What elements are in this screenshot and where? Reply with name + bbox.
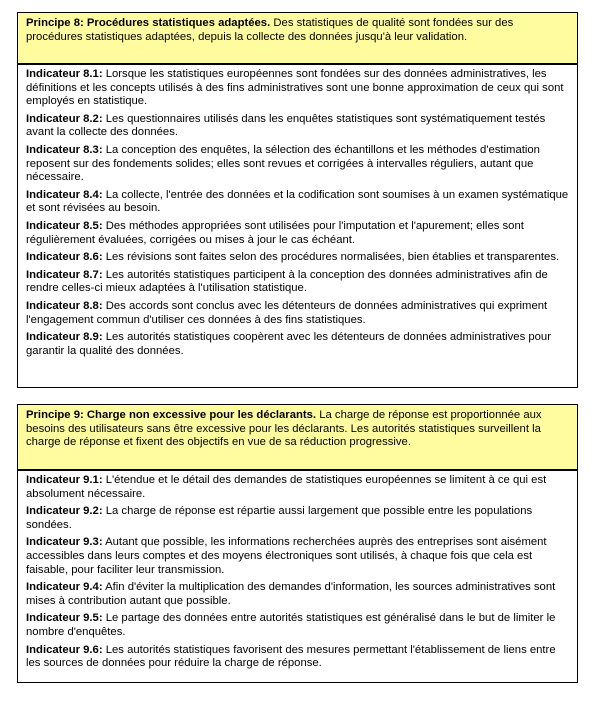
indicator-8-2 [26,113,569,140]
indicator-text: Afin d'éviter la multiplication des demandes d'information, les sources administratives sont mises à contribution autant que possible. [26,581,556,607]
indicator-9-4 [26,581,569,608]
indicator-text: Les autorités statistiques coopèrent avec les détenteurs de données administratives pour garantir la qualité des données. [26,331,551,357]
indicator-label: Indicateur 8.3: [26,143,103,156]
indicator-label: Indicateur 8.4: [26,188,103,201]
indicator-8-3 [26,144,569,185]
indicator-text: L'étendue et le détail des demandes de statistiques européennes se limitent à ce qui est absolument nécessaire. [26,474,547,500]
indicator-label: Indicateur 8.5: [26,219,103,232]
principle-8-indicators [17,64,578,388]
indicator-9-6 [26,644,569,671]
indicator-8-7 [26,269,569,296]
indicator-text: Autant que possible, les informations recherchées auprès des entreprises sont aisément accessibles dans leurs comptes et des moyens électroniques sont utilisés, à chaque fois que cela est faisable, pour faciliter leur transmission. [26,536,547,576]
indicator-text: La collecte, l'entrée des données et la codification sont soumises à un examen systématique et sont révisées au besoin. [26,188,569,215]
indicator-label: Indicateur 8.6: [26,251,103,264]
indicator-9-3 [26,536,569,577]
indicator-label: Indicateur 9.3: [26,536,103,549]
indicator-label: Indicateur 8.2: [26,112,103,125]
indicator-text: Des méthodes appropriées sont utilisées pour l'imputation et l'apurement; elles sont régulièrement évaluées, corrigées ou mises à jour le cas échéant. [26,219,524,246]
principle-8-title: Principe 8: Procédures statistiques adaptées. [26,17,271,29]
indicator-label: Indicateur 9.5: [26,612,103,625]
indicator-text: La conception des enquêtes, la sélection des échantillons et les méthodes d'estimation reposent sur des fondements solides; elles sont revues et corrigées à intervalles réguliers, autant que nécessaire. [26,143,540,184]
indicator-text: Les questionnaires utilisés dans les enquêtes statistiques sont systématiquement testés avant la collecte des données. [26,112,546,139]
principle-8-text: Des statistiques de qualité sont fondées sur des procédures statistiques adaptées, depuis la collecte des données jusqu'à leur validation. [26,17,514,43]
indicator-9-2 [26,505,569,532]
indicator-label: Indicateur 9.1: [26,474,103,486]
indicator-label: Indicateur 9.4: [26,581,103,594]
indicator-label: Indicateur 9.6: [26,643,103,656]
indicator-label: Indicateur 8.7: [26,268,103,281]
indicator-9-1 [26,474,569,501]
indicator-label: Indicateur 8.8: [26,299,103,312]
indicator-8-1 [26,68,569,109]
principle-9-indicators [17,470,578,683]
principle-8-box [17,12,578,64]
indicator-label: Indicateur 9.2: [26,505,103,518]
indicator-label: Indicateur 8.1: [26,68,103,80]
indicator-8-9 [26,331,569,358]
indicator-text: Le partage des données entre autorités statistiques est généralisé dans le but de limiter le nombre d'enquêtes. [26,612,556,638]
indicator-8-4 [26,189,569,216]
indicator-8-5 [26,220,569,247]
indicator-text: Les autorités statistiques participent à la conception des données administratives afin de rendre celles-ci mieux adaptées à l'utilisation statistique. [26,268,548,295]
indicator-label: Indicateur 8.9: [26,331,103,344]
indicator-text: Les révisions sont faites selon des procédures normalisées, bien établies et transparentes. [102,251,560,264]
indicator-text: Les autorités statistiques favorisent des mesures permettant l'établissement de liens entre les sources de données pour réduire la charge de réponse. [26,643,556,670]
indicator-text: Des accords sont conclus avec les détenteurs de données administratives qui expriment l'engagement commun d'utiliser ces données à des fins statistiques. [26,299,548,326]
indicator-text: La charge de réponse est répartie aussi largement que possible entre les populations sondées. [26,505,533,531]
indicator-8-6 [26,251,569,265]
principle-9-title: Principe 9: Charge non excessive pour les déclarants. [26,409,317,421]
principle-9-box [17,404,578,470]
indicator-text: Lorsque les statistiques européennes sont fondées sur des données administratives, les définitions et les concepts utilisés à des fins administratives sont une bonne approximation de ceux qui sont employés en statistique. [26,68,564,108]
indicator-8-8 [26,300,569,327]
principle-9-text: La charge de réponse est proportionnée aux besoins des utilisateurs sans être excessive pour les déclarants. Les autorités statistiques surveillent la charge de réponse et fixent des objectifs en vue de sa réduction progressive. [26,409,542,449]
indicator-9-5 [26,612,569,639]
